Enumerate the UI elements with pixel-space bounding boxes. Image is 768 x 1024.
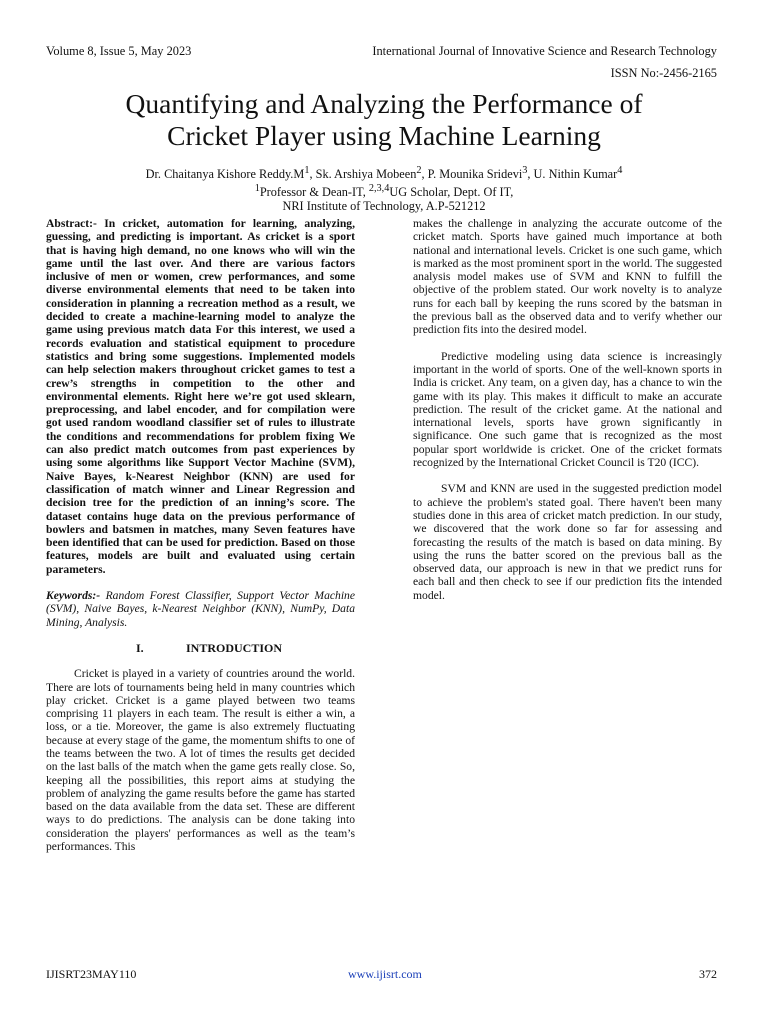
- author-3: , P. Mounika Sridevi: [421, 167, 523, 182]
- left-column: [46, 217, 355, 866]
- title-line-2: Cricket Player using Machine Learning: [167, 120, 601, 151]
- intro-paragraph-1: Cricket is played in a variety of countries around the world. There are lots of tournaments being held in many countries which play cricket. Cricket is a game played between two teams comprising 11 players in each team. The result is either a win, a loss, or a tie. Moreover, the game is also extremely fluctuating because at every stage of the game, the momentum shifts to one of the teams between the two. A lot of times the results get decided on the last balls of the match when the game gets really close. So, keeping all the possibilities, this report aims at studying the problem of analyzing the game results before the game has started based on the data available from the data set. These are different ways to do predictions. The analysis can be done taking into consideration the players' performances as well as the team’s performances. This: [46, 667, 355, 854]
- author-1-sup: 1: [304, 165, 310, 176]
- keywords-label: Keywords:-: [46, 589, 101, 603]
- author-2-sup: 2: [416, 165, 422, 176]
- section-title: INTRODUCTION: [186, 640, 283, 655]
- author-block: [40, 164, 728, 214]
- abstract-label: Abstract:-: [46, 217, 97, 230]
- affiliation-1: Professor & Dean-IT,: [259, 184, 369, 199]
- title-line-1: Quantifying and Analyzing the Performance of: [125, 88, 643, 119]
- institution: NRI Institute of Technology, A.P-521212: [282, 199, 486, 214]
- keywords: [46, 589, 355, 629]
- abstract: [46, 217, 355, 576]
- paper-title: [40, 88, 728, 152]
- header-volume: Volume 8, Issue 5, May 2023: [46, 44, 192, 58]
- abstract-text: In cricket, automation for learning, analyzing, guessing, and predicting is important. As cricket is a sport that is having high demand, no one knows who will win the game until the last over. And there are various factors inclusive of men or women, crew performances, and some diverse environmental elements that need to be taken into consideration in planning a recreation method as a result, we decided to create a machine-learning model to analyze the game using previous match data For this interest, we used a records evaluation and statistical equipment to procedure statistics and bring some suggestions. Implemented models can help selection makers throughout cricket games to test a crew’s strengths in competition to the other and environmental elements. Right here we’re got used sklearn, preprocessing, and label encoder, and for compilation were got used random woodland classifier set of rules to illustrate the conditions and recommendations for problem fixing We can also predict match outcomes from past experiences by using some algorithms like Support Vector Machine (SVM), Naive Bayes, k-Nearest Neighbor (KNN) are used for classification of match winner and Linear Regression and decision tree for the prediction of an inning’s score. The dataset contains huge data on the previous performance of bowlers and batsmen in matches, many Seven features have been identified that can be used for prediction. Based on those features, models are built and evaluated using certain parameters.: [46, 217, 355, 576]
- footer-paper-id: IJISRT23MAY110: [46, 967, 137, 981]
- section-heading-introduction: [46, 642, 355, 655]
- author-1: Dr. Chaitanya Kishore Reddy.M: [145, 167, 305, 182]
- author-4: , U. Nithin Kumar: [527, 167, 618, 182]
- affiliation-2: UG Scholar, Dept. Of IT,: [389, 184, 514, 199]
- footer-page-number: 372: [699, 967, 717, 981]
- right-paragraph-1: makes the challenge in analyzing the accurate outcome of the cricket match. Sports have gained much importance at both national and international levels. Cricket is one such game, which is marked as the most prominent sport in the world. The suggested analysis model makes use of SVM and KNN to fulfill the objective of the problem stated. Our work novelty is to analyze runs for each ball by keeping the runs scored by the batsman in the previous ball as the observed data and to verify whether our prediction fits into the desired model.: [413, 217, 722, 337]
- affiliation-line: [40, 182, 728, 200]
- affiliation-1-sup: 1: [254, 182, 260, 194]
- header-issn: ISSN No:-2456-2165: [610, 66, 717, 80]
- right-column: [413, 217, 722, 615]
- author-2: , Sk. Arshiya Mobeen: [309, 167, 417, 182]
- right-paragraph-3: SVM and KNN are used in the suggested prediction model to achieve the problem's stated goal. There haven't been many studies done in this area of cricket match prediction. In our study, we discovered that the work done so far for assessing and forecasting the results of the match is based on data mining. By using the runs the batter scored on the previous ball as the observed data, our approach is new in that we predict runs for each ball and then check to see if our prediction fits the intended model.: [413, 482, 722, 602]
- header-journal: International Journal of Innovative Science and Research Technology: [372, 44, 717, 58]
- keywords-text: Random Forest Classifier, Support Vector Machine (SVM), Naive Bayes, k-Nearest Neighbor (KNN), NumPy, Data Mining, Analysis.: [46, 589, 355, 629]
- author-4-sup: 4: [617, 165, 623, 176]
- affiliation-2-sup: 2,3,4: [368, 182, 390, 194]
- section-number: I.: [136, 640, 144, 655]
- author-3-sup: 3: [522, 165, 528, 176]
- author-list: [40, 164, 728, 182]
- footer-website-link[interactable]: www.ijisrt.com: [348, 967, 422, 981]
- right-paragraph-2: Predictive modeling using data science is increasingly important in the world of sports. One of the well-known sports in India is cricket. Any team, on a given day, has a chance to win the game with its play. This makes it difficult to make an accurate prediction. The result of the cricket game. At the national and international levels, sports have grown significantly in significance. One such game that is recognized as the most popular sport worldwide is cricket. One of the cricket formats recognized by the International Cricket Council is T20 (ICC).: [413, 349, 722, 470]
